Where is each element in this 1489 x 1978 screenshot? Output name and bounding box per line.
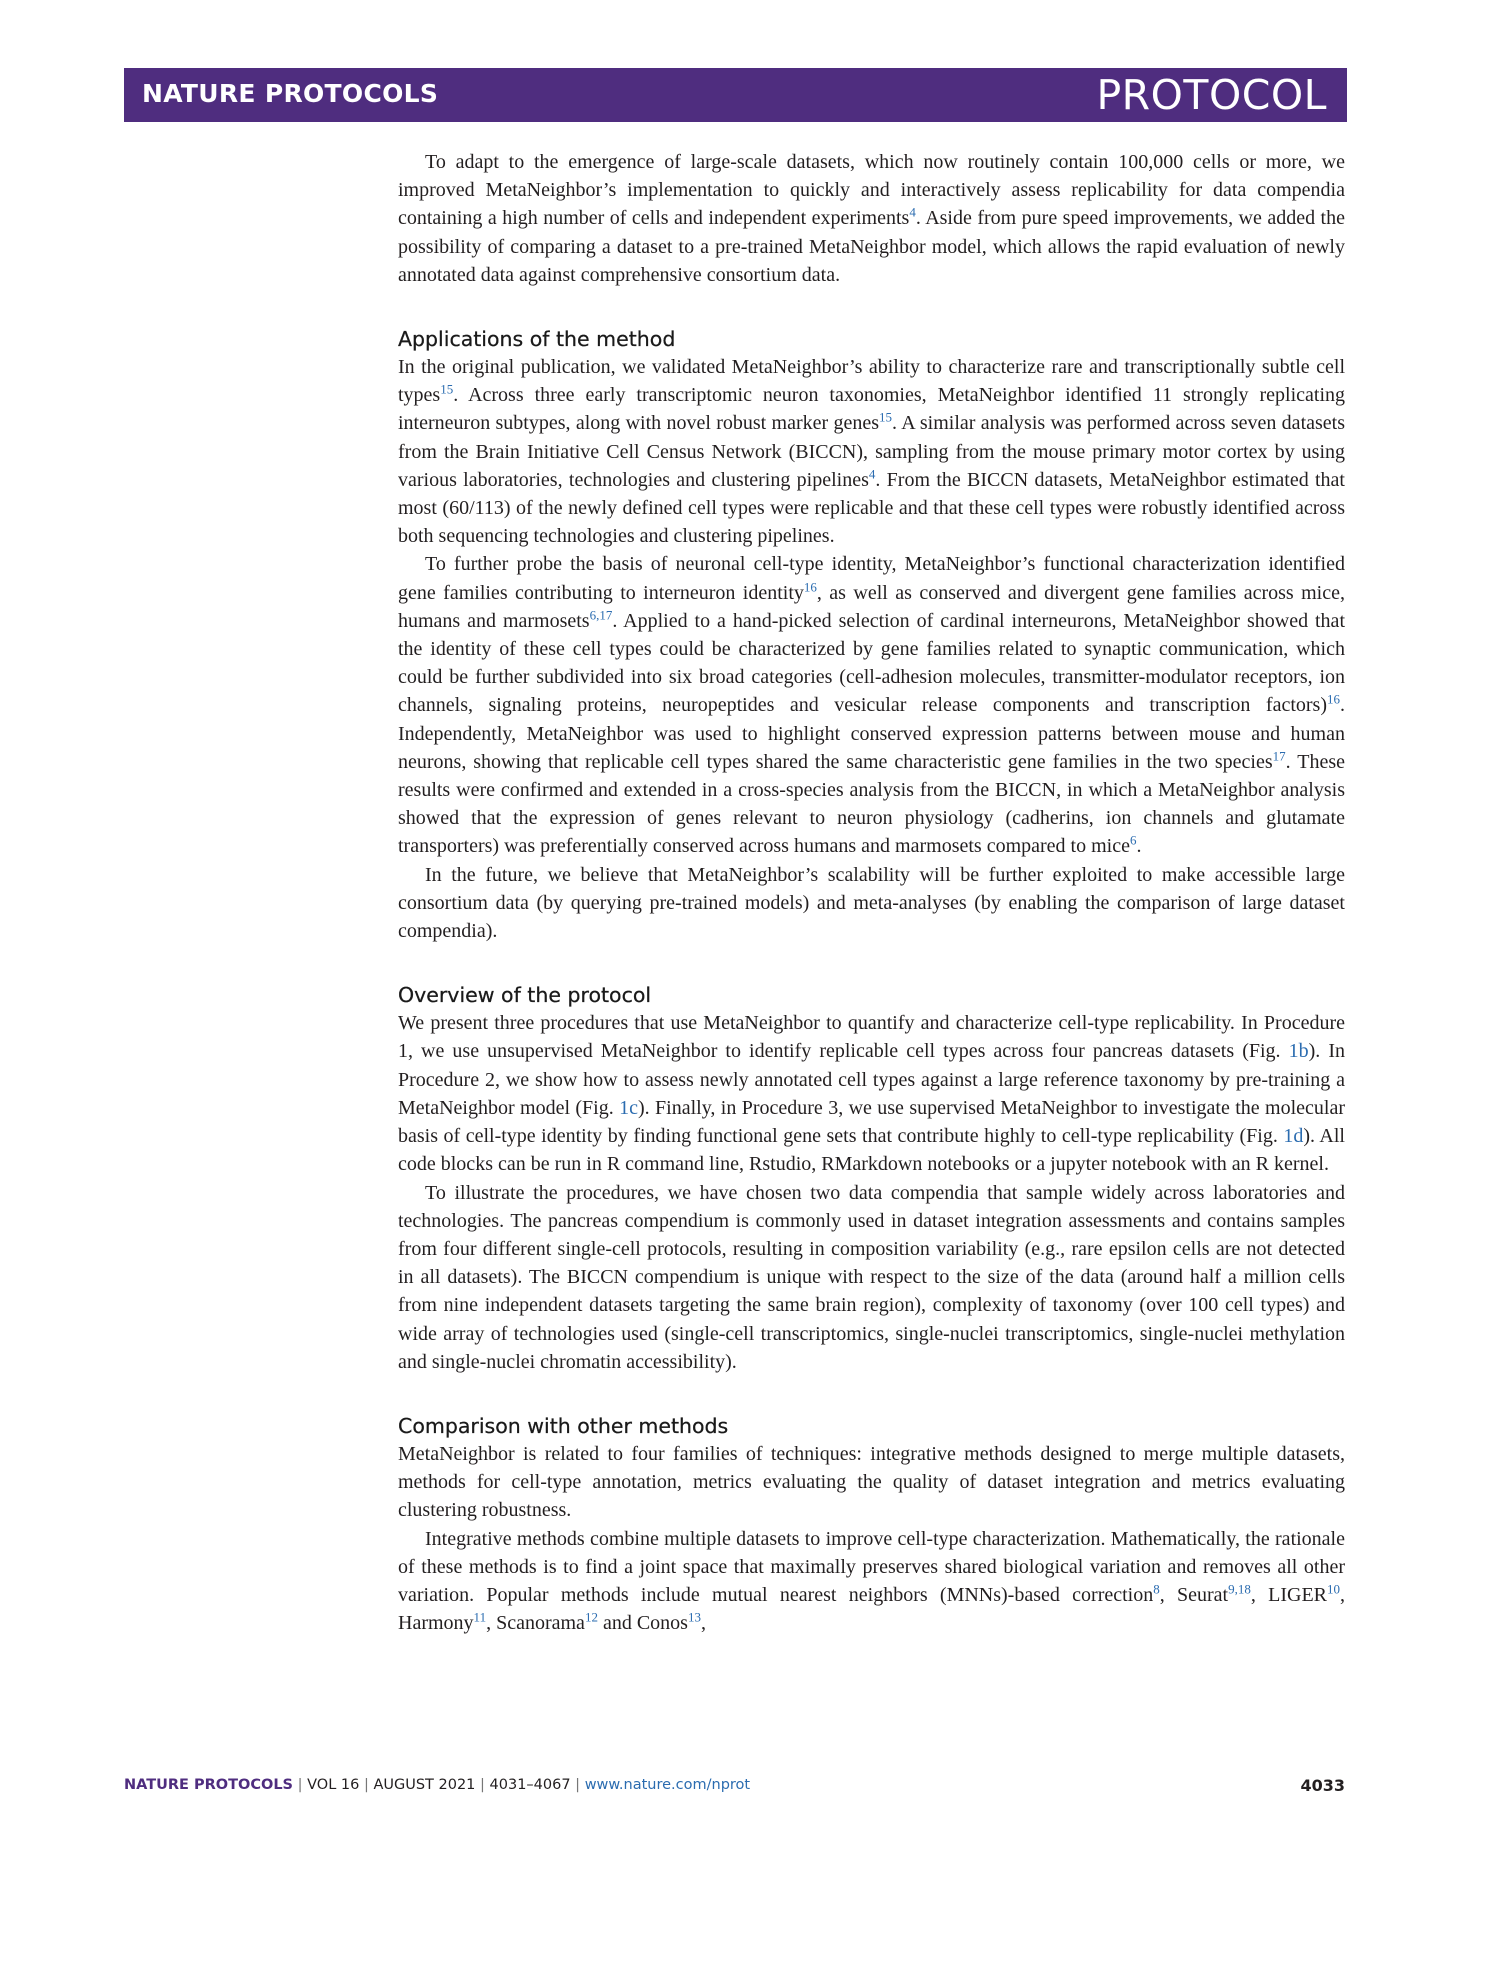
reference-link[interactable]: 6 [1129, 832, 1137, 848]
page-footer [124, 1777, 1347, 1801]
section-heading-overview: Overview of the protocol [398, 983, 652, 1008]
paragraph-overview-1: We present three procedures that use MetaNeighbor to quantify and characterize cell-type replicability. In Procedure 1, we use unsupervised MetaNeighbor to identify replicable cell types across four pancreas datasets (Fig. 1b). In Procedure 2, we show how to assess newly annotated cell types against a large reference taxonomy by pre-training a MetaNeighbor model (Fig. 1c). Finally, in Procedure 3, we use supervised MetaNeighbor to investigate the molecular basis of cell-type identity by finding functional gene sets that contribute highly to cell-type replicability (Fig. 1d). All code blocks can be run in R command line, Rstudio, RMarkdown notebooks or a jupyter notebook with an R kernel. [398, 1012, 1345, 1176]
footer-journal: NATURE PROTOCOLS [124, 1777, 294, 1793]
journal-name: NATURE PROTOCOLS [142, 79, 439, 108]
footer-pages: 4031–4067 [489, 1777, 571, 1793]
article-type: PROTOCOL [1096, 71, 1327, 119]
reference-link[interactable]: 4 [909, 204, 916, 220]
reference-link[interactable]: 13 [687, 1609, 701, 1625]
reference-link[interactable]: 10 [1327, 1581, 1340, 1597]
reference-link[interactable]: 15 [440, 381, 454, 397]
reference-link[interactable]: 15 [879, 409, 893, 425]
page-number: 4033 [1300, 1776, 1345, 1795]
footer-separator: | [293, 1777, 308, 1793]
paragraph-comparison-1: MetaNeighbor is related to four families of techniques: integrative methods designed to merge multiple datasets, methods for cell-type annotation, metrics evaluating the quality of dataset integration and metrics evaluating clustering robustness. [398, 1442, 1345, 1522]
footer-citation [124, 1777, 750, 1793]
footer-url-link[interactable]: www.nature.com/nprot [584, 1777, 751, 1793]
reference-link[interactable]: 16 [1327, 691, 1340, 707]
paragraph-applications-2: To further probe the basis of neuronal cell-type identity, MetaNeighbor’s functional characterization identified gene families contributing to interneuron identity$^{16}$, as well as conserved and divergent gene families across mice, humans and marmosets$^{6,17}$. Applied to a hand-picked selection of cardinal interneurons, MetaNeighbor showed that the identity of these cell types could be characterized by gene families related to synaptic communication, which could be further subdivided into six broad categories (cell-adhesion molecules, transmitter-modulator receptors, ion channels, signaling proteins, neuropeptides and vesicular release components and transcription factors)$^{16}$. Independently, MetaNeighbor was used to highlight conserved expression patterns between mouse and human neurons, showing that replicable cell types shared the same characteristic gene families in the two species$^{17}$. These results were confirmed and extended in a cross-species analysis from the BICCN, in which a MetaNeighbor analysis showed that the expression of genes relevant to neuron physiology (cadherins, ion channels and glutamate transporters) was preferentially conserved across humans and marmosets compared to mice$^6$. [398, 553, 1345, 858]
journal-header-bar [124, 68, 1347, 122]
reference-link[interactable]: 11 [473, 1609, 487, 1625]
article-body [398, 148, 1345, 1637]
paragraph-comparison-2: Integrative methods combine multiple datasets to improve cell-type characterization. Mathematically, the rationale of these methods is to find a joint space that maximally preserves shared biological variation and removes all other variation. Popular methods include mutual nearest neighbors (MNNs)-based correction$^8$, Seurat$^{9,18}$, LIGER$^{10}$, Harmony$^{11}$, Scanorama$^{12}$ and Conos$^{13}$, [398, 1527, 1345, 1635]
footer-volume: VOL 16 [307, 1777, 360, 1793]
reference-link[interactable]: 16 [803, 578, 817, 594]
reference-link[interactable]: 12 [584, 1609, 598, 1625]
footer-separator: | [570, 1777, 585, 1793]
paragraph-intro: To adapt to the emergence of large-scale datasets, which now routinely contain 100,000 cells or more, we improved MetaNeighbor’s implementation to quickly and interactively assess replicability for data compendia containing a high number of cells and independent experiments$^4$. Aside from pure speed improvements, we added the possibility of comparing a dataset to a pre-trained MetaNeighbor model, which allows the rapid evaluation of newly annotated data against comprehensive consortium data. [398, 151, 1345, 286]
reference-link[interactable]: 9,18 [1228, 1581, 1251, 1597]
section-heading-applications: Applications of the method [398, 327, 676, 352]
footer-date: AUGUST 2021 [373, 1777, 476, 1793]
figure-link[interactable]: 1d [1283, 1125, 1304, 1148]
reference-link[interactable]: 4 [868, 466, 876, 482]
footer-separator: | [475, 1777, 490, 1793]
reference-link[interactable]: 17 [1272, 748, 1286, 764]
paragraph-applications-1: In the original publication, we validated MetaNeighbor’s ability to characterize rare and transcriptionally subtle cell types$^{15}$. Across three early transcriptomic neuron taxonomies, MetaNeighbor identified 11 strongly replicating interneuron subtypes, along with novel robust marker genes$^{15}$. A similar analysis was performed across seven datasets from the Brain Initiative Cell Census Network (BICCN), sampling from the mouse primary motor cortex by using various laboratories, technologies and clustering pipelines$^4$. From the BICCN datasets, MetaNeighbor estimated that most (60/113) of the newly defined cell types were replicable and that these cell types were robustly identified across both sequencing technologies and clustering pipelines. [398, 356, 1345, 548]
reference-link[interactable]: 8 [1153, 1581, 1160, 1597]
figure-link[interactable]: 1b [1288, 1040, 1309, 1063]
paragraph-overview-2: To illustrate the procedures, we have chosen two data compendia that sample widely across laboratories and technologies. The pancreas compendium is commonly used in dataset integration assessments and contains samples from four different single-cell protocols, resulting in composition variability (e.g., rare epsilon cells are not detected in all datasets). The BICCN compendium is unique with respect to the size of the data (around half a million cells from nine independent datasets targeting the same brain region), complexity of taxonomy (over 100 cell types) and wide array of technologies used (single-cell transcriptomics, single-nuclei transcriptomics, single-nuclei methylation and single-nuclei chromatin accessibility). [398, 1181, 1345, 1373]
figure-link[interactable]: 1c [619, 1096, 638, 1119]
section-heading-comparison: Comparison with other methods [398, 1413, 729, 1438]
footer-separator: | [359, 1777, 374, 1793]
paragraph-applications-3: In the future, we believe that MetaNeighbor’s scalability will be further exploited to make accessible large consortium data (by querying pre-trained models) and meta-analyses (by enabling the comparison of large dataset compendia). [398, 863, 1345, 943]
reference-link[interactable]: 6,17 [589, 607, 613, 623]
